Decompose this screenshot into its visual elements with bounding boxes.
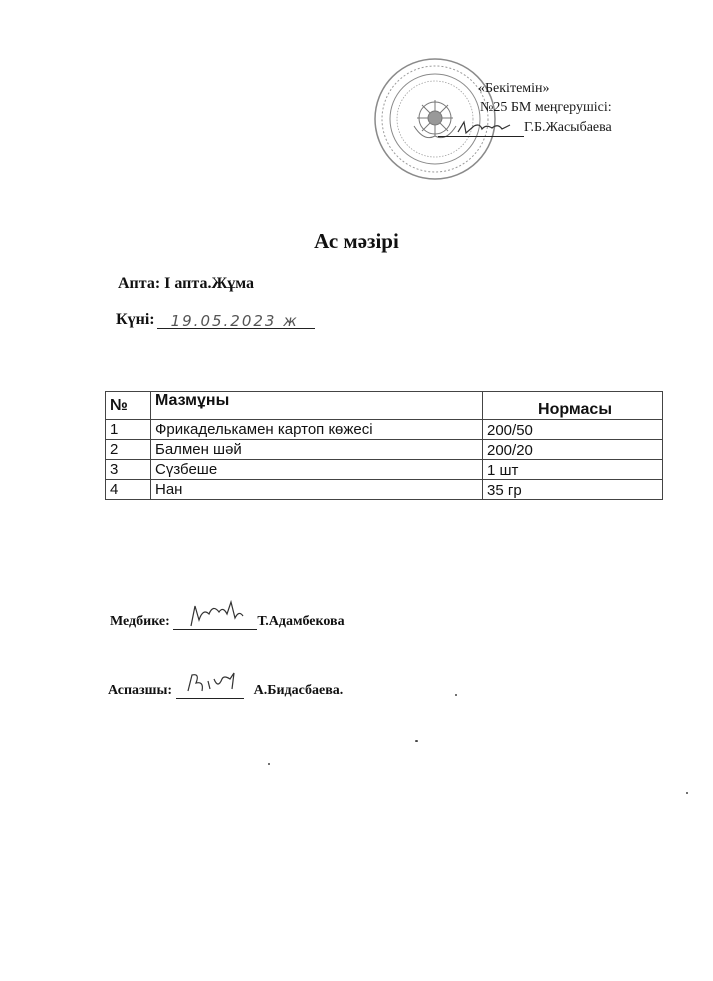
date-field <box>157 312 315 329</box>
row-number: 1 <box>106 420 151 440</box>
nurse-signature-row <box>110 614 345 630</box>
row-content: Балмен шәй <box>151 440 483 460</box>
table-header-row <box>106 392 663 420</box>
nurse-label: Медбике: <box>110 614 170 629</box>
table-row <box>106 480 663 500</box>
table-row <box>106 460 663 480</box>
row-number: 3 <box>106 460 151 480</box>
scan-speck <box>455 694 457 696</box>
week-line: Апта: I апта.Жұма <box>118 275 255 292</box>
cook-name: А.Бидасбаева. <box>253 683 344 698</box>
cook-signature-row <box>108 683 343 699</box>
menu-table <box>105 391 663 500</box>
date-line <box>116 311 315 329</box>
table-row <box>106 440 663 460</box>
cook-signature <box>176 683 244 699</box>
row-number: 2 <box>106 440 151 460</box>
date-handwritten: 19.05.2023 ж <box>170 312 299 330</box>
date-label: Күні: <box>116 311 155 328</box>
row-content: Нан <box>151 480 483 500</box>
scan-speck <box>268 763 270 765</box>
row-number: 4 <box>106 480 151 500</box>
cook-label: Аспазшы: <box>108 683 173 698</box>
approval-title: «Бекітемін» <box>478 81 550 96</box>
approval-position: №25 БМ меңгерушісі: <box>480 100 612 115</box>
row-content: Сүзбеше <box>151 460 483 480</box>
row-norm: 200/50 <box>483 420 663 440</box>
director-name: Г.Б.Жасыбаева <box>524 120 612 135</box>
scan-speck <box>686 792 688 794</box>
handwritten-signature-icon <box>181 600 265 630</box>
row-norm: 35 гр <box>483 480 663 500</box>
header-content: Мазмұны <box>151 392 483 420</box>
row-norm: 200/20 <box>483 440 663 460</box>
director-signature <box>438 122 524 137</box>
nurse-signature <box>173 614 257 630</box>
handwritten-signature-icon <box>452 120 538 136</box>
nurse-name: Т.Адамбекова <box>257 614 345 629</box>
header-norm: Нормасы <box>483 392 663 420</box>
table-row <box>106 420 663 440</box>
row-content: Фрикаделькамен картоп көжесі <box>151 420 483 440</box>
scan-speck <box>415 740 418 742</box>
header-number: № <box>106 392 151 420</box>
page-title: Ас мәзірі <box>314 229 399 253</box>
handwritten-signature-icon <box>182 669 250 699</box>
approval-signature-line <box>438 119 628 137</box>
row-norm: 1 шт <box>483 460 663 480</box>
